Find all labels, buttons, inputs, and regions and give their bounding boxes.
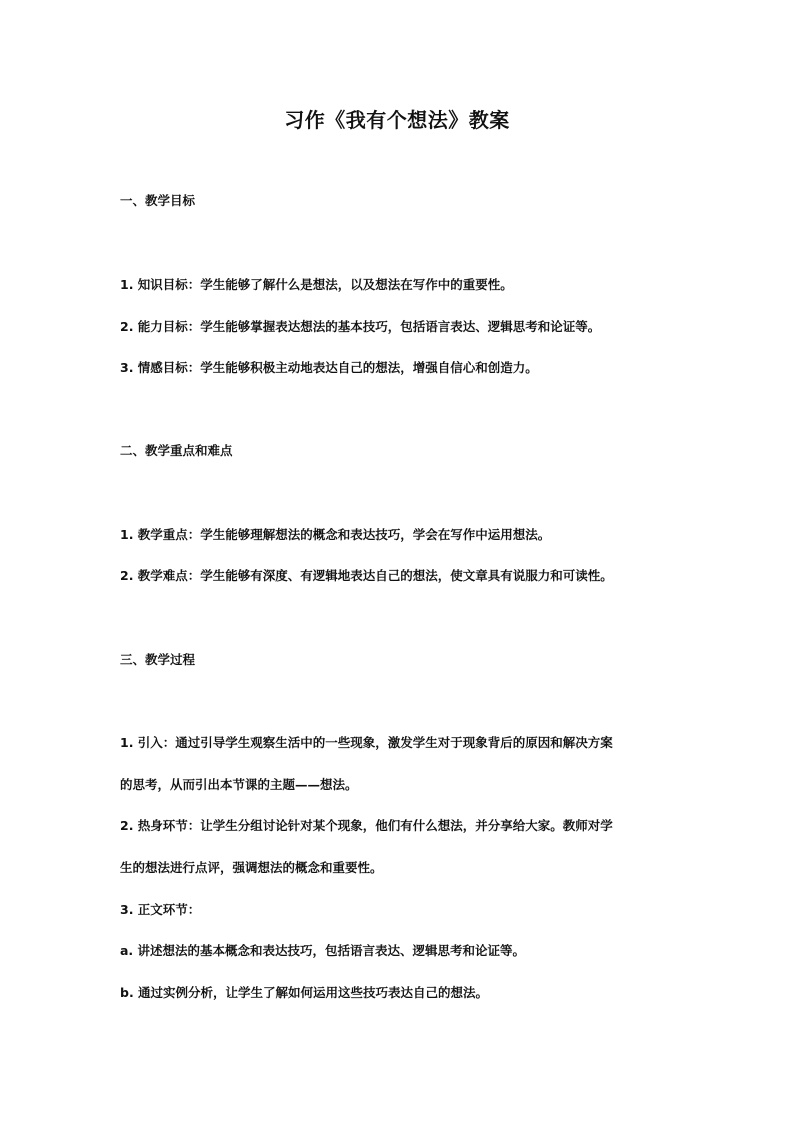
process-item-main: 3. 正文环节： [120,902,201,917]
section-heading-key-points: 二、教学重点和难点 [120,443,233,458]
process-subitem-b: b. 通过实例分析，让学生了解如何运用这些技巧表达自己的想法。 [120,985,489,1000]
process-item-intro-cont: 的思考，从而引出本节课的主题——想法。 [120,777,358,792]
process-item-warmup: 2. 热身环节：让学生分组讨论针对某个现象，他们有什么想法，并分享给大家。教师对学 [120,818,613,833]
objective-item-ability: 2. 能力目标：学生能够掌握表达想法的基本技巧，包括语言表达、逻辑思考和论证等。 [120,319,601,334]
process-item-warmup-cont: 生的想法进行点评，强调想法的概念和重要性。 [120,860,383,875]
difficulty-item: 2. 教学难点：学生能够有深度、有逻辑地表达自己的想法，使文章具有说服力和可读性。 [120,568,613,583]
objective-item-knowledge: 1. 知识目标：学生能够了解什么是想法，以及想法在写作中的重要性。 [120,277,513,292]
document-title: 习作《我有个想法》教案 [284,108,510,132]
section-heading-objectives: 一、教学目标 [120,193,196,208]
key-point-item: 1. 教学重点：学生能够理解想法的概念和表达技巧，学会在写作中运用想法。 [120,527,551,542]
process-subitem-a: a. 讲述想法的基本概念和表达技巧，包括语言表达、逻辑思考和论证等。 [120,943,526,958]
process-item-intro: 1. 引入：通过引导学生观察生活中的一些现象，激发学生对于现象背后的原因和解决方案 [120,735,613,750]
objective-item-emotion: 3. 情感目标：学生能够积极主动地表达自己的想法，增强自信心和创造力。 [120,360,538,375]
section-heading-process: 三、教学过程 [120,652,196,667]
